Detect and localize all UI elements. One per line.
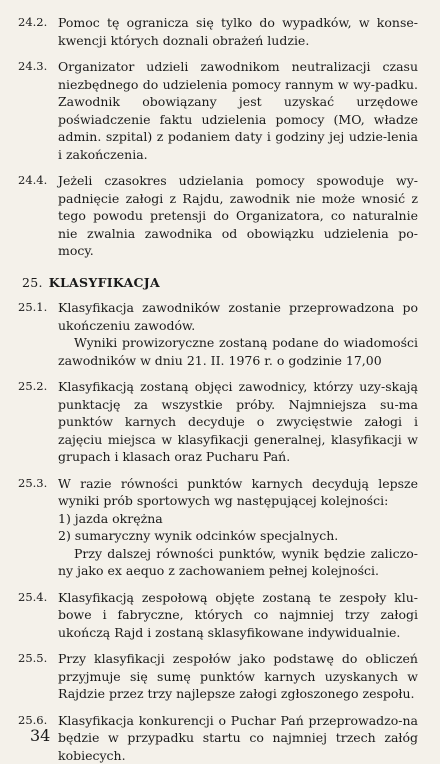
clause-paragraph: Klasyfikacją zostaną objęci zawodnicy, którzy uzy-skają punktację za wszystkie próby. Najmniejsza su-ma punktów karnych decyduje o zwycięstwie załogi i zajęciu miejsca w klasyfikacji generalnej, klasyfikacji w grupach i klasach oraz Pucharu Pań. <box>58 378 418 466</box>
clause-number: 24.2. <box>18 14 58 49</box>
clause-paragraph: Jeżeli czasokres udzielania pomocy spowoduje wy-padnięcie załogi z Rajdu, zawodnik nie może wnosić z tego powodu pretensji do Organizatora, co naturalnie nie zwalnia zawodnika od obowiązku udzielenia po-mocy. <box>58 172 418 260</box>
clause-25-2 <box>18 378 418 466</box>
page-number: 34 <box>30 726 50 745</box>
clause-paragraph: Pomoc tę ogranicza się tylko do wypadków, w konse-kwencji których doznali obrażeń ludzie. <box>58 14 418 49</box>
clause-text <box>58 58 418 163</box>
clause-paragraph: Klasyfikacją zespołową objęte zostaną te zespoły klu-bowe i fabryczne, których co najmniej trzy załogi ukończą Rajd i zostaną sklasyfikowane indywidualnie. <box>58 589 418 642</box>
clause-paragraph: Klasyfikacja zawodników zostanie przeprowadzona po ukończeniu zawodów. <box>58 299 418 334</box>
clause-number: 24.4. <box>18 172 58 260</box>
section-title: KLASYFIKACJA <box>49 275 160 290</box>
clause-24-4 <box>18 172 418 260</box>
clause-paragraph: Wyniki prowizoryczne zostaną podane do wiadomości zawodników w dniu 21. II. 1976 r. o godzinie 17,00 <box>58 334 418 369</box>
clause-number: 24.3. <box>18 58 58 163</box>
clause-text <box>58 299 418 369</box>
section-number: 25. <box>22 275 43 290</box>
clause-25-3 <box>18 475 418 580</box>
clause-text <box>58 14 418 49</box>
clause-paragraph: W razie równości punktów karnych decydują lepsze wyniki prób sportowych wg następującej kolejności: <box>58 475 418 510</box>
clause-text <box>58 589 418 642</box>
clause-text <box>58 172 418 260</box>
clause-number: 25.6. <box>18 712 58 764</box>
clause-number: 25.2. <box>18 378 58 466</box>
clause-24-2 <box>18 14 418 49</box>
clause-25-5 <box>18 650 418 703</box>
clause-text <box>58 475 418 580</box>
clause-25-6 <box>18 712 418 764</box>
clause-paragraph: Przy dalszej równości punktów, wynik będzie zaliczo-ny jako ex aequo z zachowaniem pełnej kolejności. <box>58 545 418 580</box>
clause-25-1 <box>18 299 418 369</box>
clause-number: 25.3. <box>18 475 58 580</box>
clause-25-4 <box>18 589 418 642</box>
clause-24-3 <box>18 58 418 163</box>
clause-paragraph: Przy klasyfikacji zespołów jako podstawę do obliczeń przyjmuje się sumę punktów karnych uzyskanych w Rajdzie przez trzy najlepsze załogi zgłoszonego zespołu. <box>58 650 418 703</box>
list-item: 1) jazda okrężna <box>58 510 418 528</box>
clause-paragraph: Klasyfikacja konkurencji o Puchar Pań przeprowadzo-na będzie w przypadku startu co najmniej trzech załóg kobiecych. <box>58 712 418 764</box>
section-heading <box>22 274 418 292</box>
clause-paragraph: Organizator udzieli zawodnikom neutralizacji czasu niezbędnego do udzielenia pomocy rannym w wy-padku. Zawodnik obowiązany jest uzyskać urzędowe poświadczenie faktu udzielenia pomocy (MO, władze admin. szpital) z podaniem daty i godziny jej udzie-lenia i zakończenia. <box>58 58 418 163</box>
clause-number: 25.4. <box>18 589 58 642</box>
clause-number: 25.5. <box>18 650 58 703</box>
clause-number: 25.1. <box>18 299 58 369</box>
list-item: 2) sumaryczny wynik odcinków specjalnych. <box>58 527 418 545</box>
clause-text <box>58 712 418 764</box>
clause-text <box>58 650 418 703</box>
clause-text <box>58 378 418 466</box>
